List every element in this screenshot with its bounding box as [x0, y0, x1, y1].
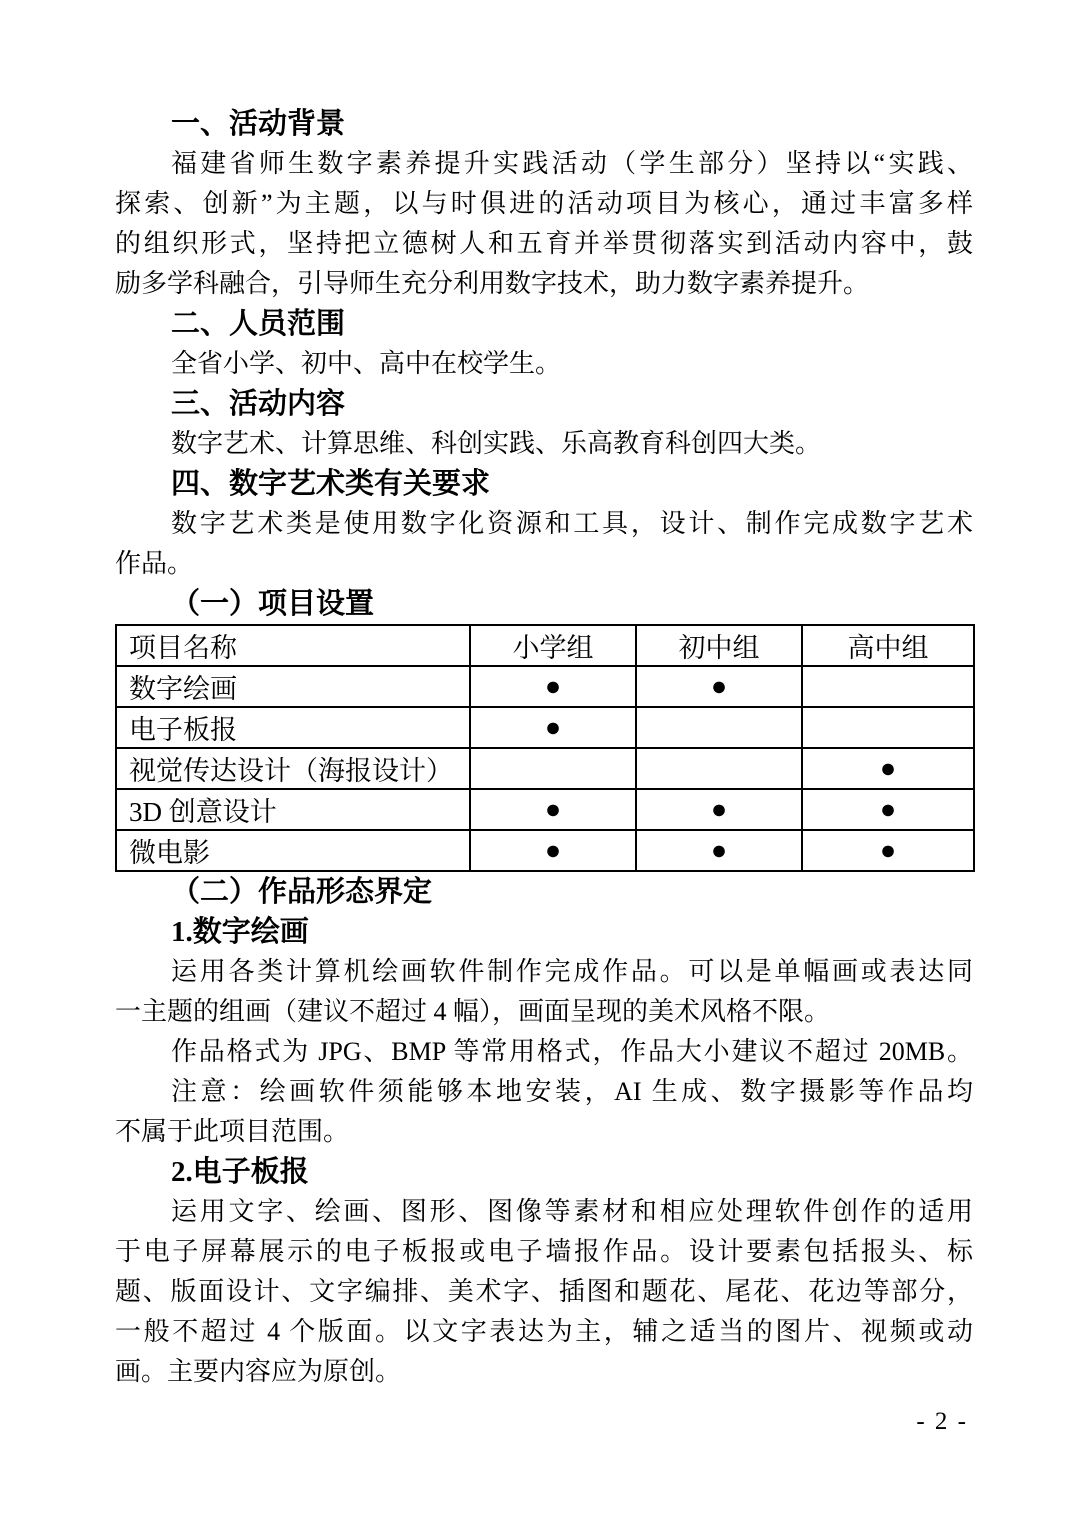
table-cell-dot: ● — [470, 666, 636, 707]
table-cell-dot — [802, 666, 974, 707]
table-row — [116, 789, 974, 830]
section-heading-1: 一、活动背景 — [171, 108, 346, 140]
body-line: 画。主要内容应为原创。 — [115, 1357, 402, 1386]
section-heading-4: 四、数字艺术类有关要求 — [171, 468, 491, 500]
body-line: 福建省师生数字素养提升实践活动（学生部分）坚持以“实践、 — [171, 149, 973, 178]
table-row — [116, 707, 974, 748]
table-header-primary-group: 小学组 — [470, 625, 636, 666]
body-line: 一般不超过 4 个版面。以文字表达为主，辅之适当的图片、视频或动 — [115, 1317, 973, 1346]
table-cell-dot — [470, 748, 636, 789]
projects-table — [115, 624, 975, 872]
table-cell-project-name: 电子板报 — [116, 707, 470, 748]
table-row — [116, 748, 974, 789]
table-cell-dot: ● — [636, 830, 802, 871]
page-number: - 2 - — [916, 1408, 968, 1435]
table-cell-dot: ● — [636, 666, 802, 707]
table-cell-dot: ● — [470, 707, 636, 748]
body-line: 于电子屏幕展示的电子板报或电子墙报作品。设计要素包括报头、标 — [115, 1237, 973, 1266]
body-line: 一主题的组画（建议不超过 4 幅），画面呈现的美术风格不限。 — [115, 997, 831, 1026]
table-cell-project-name: 3D 创意设计 — [116, 789, 470, 830]
table-cell-project-name: 数字绘画 — [116, 666, 470, 707]
table-cell-dot — [636, 748, 802, 789]
table-row — [116, 830, 974, 871]
table-cell-dot: ● — [470, 789, 636, 830]
item-heading-2: 2.电子板报 — [171, 1156, 309, 1188]
item-heading-1: 1.数字绘画 — [171, 916, 309, 948]
table-header-senior-group: 高中组 — [802, 625, 974, 666]
body-line: 题、版面设计、文字编排、美术字、插图和题花、尾花、花边等部分， — [115, 1277, 973, 1306]
table-header-row — [116, 625, 974, 666]
section-heading-3: 三、活动内容 — [171, 388, 346, 420]
body-line: 运用文字、绘画、图形、图像等素材和相应处理软件创作的适用 — [171, 1197, 973, 1226]
body-line: 注意：绘画软件须能够本地安装，AI 生成、数字摄影等作品均 — [171, 1077, 973, 1106]
table-cell-dot: ● — [802, 748, 974, 789]
body-line: 数字艺术、计算思维、科创实践、乐高教育科创四大类。 — [171, 429, 822, 458]
table-cell-dot — [636, 707, 802, 748]
body-line: 探索、创新”为主题，以与时俱进的活动项目为核心，通过丰富多样 — [115, 189, 973, 218]
body-line: 作品。 — [115, 549, 194, 578]
body-line: 不属于此项目范围。 — [115, 1117, 350, 1146]
table-cell-dot — [802, 707, 974, 748]
body-line: 的组织形式，坚持把立德树人和五育并举贯彻落实到活动内容中，鼓 — [115, 229, 973, 258]
body-line: 数字艺术类是使用数字化资源和工具，设计、制作完成数字艺术 — [171, 509, 973, 538]
table-row — [116, 666, 974, 707]
table-cell-dot: ● — [802, 789, 974, 830]
section-heading-2: 二、人员范围 — [171, 308, 346, 340]
subsection-heading-1: （一）项目设置 — [171, 588, 375, 620]
table-header-junior-group: 初中组 — [636, 625, 802, 666]
table-cell-project-name: 微电影 — [116, 830, 470, 871]
table-cell-project-name: 视觉传达设计（海报设计） — [116, 748, 470, 789]
subsection-heading-2: （二）作品形态界定 — [171, 876, 433, 908]
body-line: 作品格式为 JPG、BMP 等常用格式，作品大小建议不超过 20MB。 — [171, 1037, 973, 1066]
document-body — [115, 104, 973, 1392]
body-line: 励多学科融合，引导师生充分利用数字技术，助力数字素养提升。 — [115, 269, 870, 298]
body-line: 全省小学、初中、高中在校学生。 — [171, 349, 562, 378]
table-cell-dot: ● — [636, 789, 802, 830]
table-header-project-name: 项目名称 — [116, 625, 470, 666]
table-cell-dot: ● — [470, 830, 636, 871]
body-line: 运用各类计算机绘画软件制作完成作品。可以是单幅画或表达同 — [171, 957, 973, 986]
table-cell-dot: ● — [802, 830, 974, 871]
